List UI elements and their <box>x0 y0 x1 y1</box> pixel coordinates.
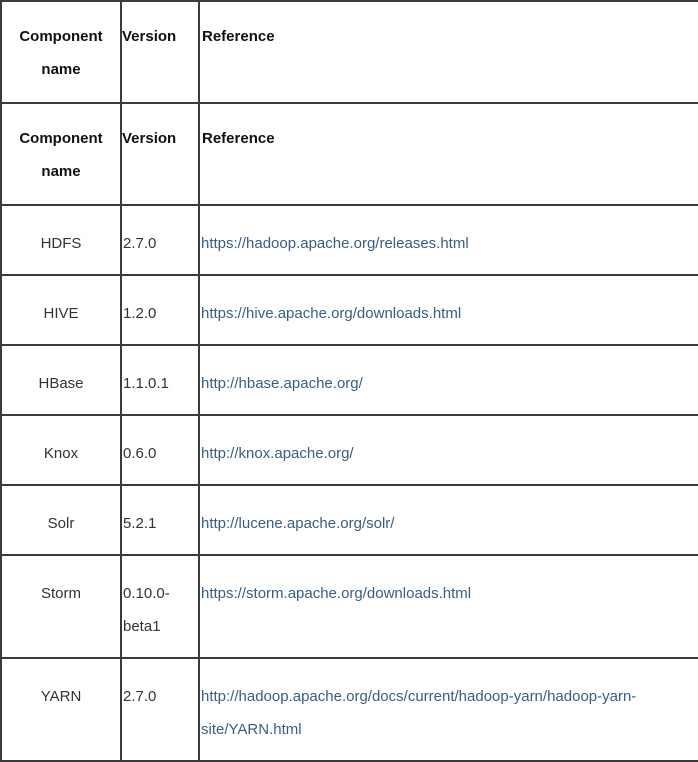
component-name-cell: YARN <box>1 658 121 761</box>
reference-link[interactable]: http://knox.apache.org/ <box>201 445 354 462</box>
component-name-cell: HIVE <box>1 275 121 345</box>
reference-cell <box>199 658 698 761</box>
header-version: Version <box>121 103 199 205</box>
reference-link[interactable]: http://hadoop.apache.org/docs/current/hadoop-yarn/hadoop-yarn-site/YARN.html <box>201 688 637 738</box>
reference-cell <box>199 485 698 555</box>
reference-link[interactable]: http://hbase.apache.org/ <box>201 375 363 392</box>
reference-link[interactable]: http://lucene.apache.org/solr/ <box>201 515 395 532</box>
component-name-cell: Solr <box>1 485 121 555</box>
version-cell: 2.7.0 <box>121 658 199 761</box>
header-reference: Reference <box>199 103 698 205</box>
reference-cell <box>199 555 698 658</box>
table-row <box>1 485 698 555</box>
header-component-name: Component name <box>1 1 121 103</box>
table-header-row <box>1 1 698 103</box>
version-cell: 1.1.0.1 <box>121 345 199 415</box>
reference-cell <box>199 345 698 415</box>
header-component-name: Component name <box>1 103 121 205</box>
table-row <box>1 205 698 275</box>
table-row <box>1 345 698 415</box>
version-cell: 2.7.0 <box>121 205 199 275</box>
component-name-cell: HBase <box>1 345 121 415</box>
reference-link[interactable]: https://hive.apache.org/downloads.html <box>201 305 462 322</box>
table-row <box>1 275 698 345</box>
version-cell: 0.10.0-beta1 <box>121 555 199 658</box>
table-row <box>1 658 698 761</box>
reference-link[interactable]: https://storm.apache.org/downloads.html <box>201 585 472 602</box>
version-cell: 5.2.1 <box>121 485 199 555</box>
component-name-cell: HDFS <box>1 205 121 275</box>
component-name-cell: Storm <box>1 555 121 658</box>
component-name-cell: Knox <box>1 415 121 485</box>
header-version: Version <box>121 1 199 103</box>
reference-link[interactable]: https://hadoop.apache.org/releases.html <box>201 235 469 252</box>
reference-cell <box>199 275 698 345</box>
table-row <box>1 415 698 485</box>
table-header-row-repeat <box>1 103 698 205</box>
version-cell: 0.6.0 <box>121 415 199 485</box>
table-row <box>1 555 698 658</box>
header-reference: Reference <box>199 1 698 103</box>
reference-cell <box>199 415 698 485</box>
reference-cell <box>199 205 698 275</box>
version-cell: 1.2.0 <box>121 275 199 345</box>
